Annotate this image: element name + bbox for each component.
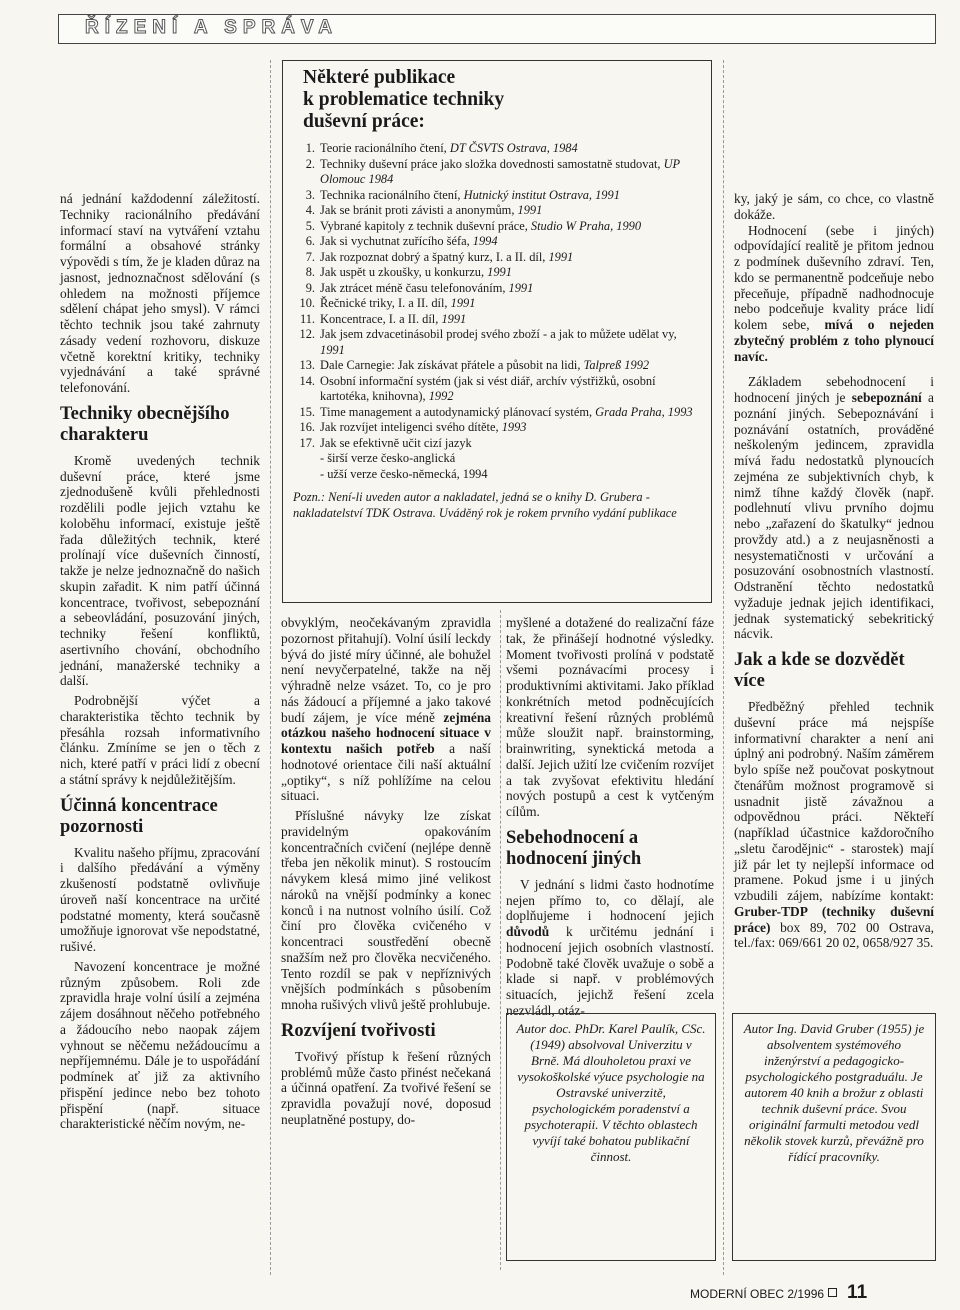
publication-source: 1993 — [501, 420, 527, 434]
publication-text — [320, 234, 701, 250]
bold-run: sebepoznání — [851, 390, 922, 405]
page-footer — [690, 1282, 867, 1304]
text-run: Hodnocení (sebe i jiných) odpovídající realitě je přitom jednou z podmínek duševního zdraví. Ten, kdo se permanentně podceňuje nebo přeceňuje, případně nadhodnocuje nebo podceňuje kvality práce lidí kolem sebe, — [734, 222, 934, 332]
page-number: 11 — [847, 1282, 868, 1303]
publication-title: Jak jsem zdvacetinásobil prodej svého zboží - a jak to můžete udělat vy, — [320, 327, 677, 341]
paragraph: myšlené a dotažené do realizační fáze tak, že přinášejí hodnotné výsledky. Moment tvořivosti prolíná v podstatě všemi poznávacími procesy i produktivními aktivitami. Jako příklad konkrétních metod podněcujících kreativní řešení různých problémů může sloužit např. brainstorming, brainwriting, synektická metoda a další. Jejich užití lze cvičením rozvíjet a tak zvyšovat efektivitu hledání nových postupů a cest k vytčeným cílům. — [506, 615, 714, 819]
publication-text — [320, 188, 701, 204]
author-bio-box: Autor Ing. David Gruber (1955) je absolventem systémového inženýrství a pedagogicko-psychologického postgraduálu. Je autorem 40 knih a brožur z oblasti technik duševní práce. Svou originální farmulti metodou vedl několik stovek kurzů, převážně pro řídící pracovníky. — [732, 1013, 936, 1261]
publication-title: Koncentrace, I. a II. díl, — [320, 311, 442, 326]
paragraph: Podrobnější výčet a charakteristika těchto technik by přesáhla rozsah informativního článku. Zmíníme se jen o těch z nich, které patří v práci lidí z obecní a státní správy k nejdůležitějším. — [60, 693, 260, 787]
publication-number: 8. — [305, 265, 315, 279]
publication-text — [320, 141, 701, 157]
publication-number: 13. — [299, 358, 315, 372]
publication-source: 1991 — [320, 342, 345, 357]
author-bio-box: Autor doc. PhDr. Karel Paulík, CSc. (1949) absolvoval Univerzitu v Brně. Má dlouholetou praxi ve vysokoškolské výuce psychologie na Ostravské univerzitě, psychologickém poradenství a psychoterapii. V těchto oblastech vyvíjí také bohatou publikační činnost. — [506, 1013, 716, 1261]
publication-number: 11. — [299, 311, 315, 326]
publication-item — [293, 219, 701, 235]
publication-source: DT ČSVTS Ostrava, 1984 — [449, 141, 578, 155]
sub-item: - užší verze česko-německá, 1994 — [320, 466, 488, 481]
paragraph: Tvořivý přístup k řešení různých problémů může často přinést nečekaná a účinná opatření. Za tvořivé řešení se zpravidla považují nové, doposud neuplatněné postupy, do- — [281, 1048, 491, 1127]
publication-title: Jak ztrácet méně času telefonováním, — [320, 280, 509, 295]
publication-source: 1991 — [508, 280, 534, 295]
publication-text — [320, 420, 701, 436]
paragraph: ky, jaký je sám, co chce, co vlastně dokáže. — [734, 191, 934, 222]
publication-item — [293, 188, 701, 204]
publication-number: 15. — [299, 404, 315, 419]
box-title-line: Některé publikace — [303, 67, 456, 88]
paragraph: Kromě uvedených technik duševní práce, které jsme zjednodušeně kvůli přehlednosti rozdělili podle jejich vztahu ke koloběhu informací, existuje ještě řada důležitých technik, které prolínají více duševních činností, takže je nelze jednoznačně do našich skupin zařadit. K nim patří účinná koncentrace, tvořivost, sebepoznání a sebeovládání, posuzování jiných, techniky řešení konfliktů, asertivního chování, obchodního jednání, manažerské techniky a další. — [60, 452, 260, 689]
publication-item — [293, 265, 701, 281]
publication-number: 4. — [305, 203, 315, 217]
paragraph: Navození koncentrace je možné různým způsobem. Roli zde zpravidla hraje volní úsilí a zejména zájem dosáhnout něčeho potřebného a žádoucího nebo naopak zájem vyhnout se něčemu nežádoucímu a nepříjemnému. Dále je to uspořádání podmínek ať již za aktivního přispění jedince nebo bez tohoto přispění (např. situace charakteristické něčím novým, ne- — [60, 958, 260, 1132]
publication-number: 1. — [305, 141, 315, 155]
section-title: ŘÍZENÍ A SPRÁVA — [85, 17, 338, 38]
publication-number: 16. — [299, 420, 315, 434]
publication-source: 1991 — [548, 249, 574, 264]
text-run: a poznání jiných. Sebepoznávání i poznávání ostatních, prováděné neškoleným jedincem, zpravidla mívá řadu nedostatků plynoucích zejména ze subjektivních chyb, k nimž tíhne každý člověk (např. podlehnutí vlivu prvního dojmu nebo „zařazení do škatulky“ jednou provždy atd.) a z neujasněnosti a nesystematičnosti v určování a posuzování osobnostních vlastností. Odstranění těchto nedostatků vyžaduje jednak jejich identifikaci, jednak systematický sebekritický nácvik. — [734, 390, 934, 642]
publication-title: Osobní informační systém (jak si vést diář, archív výstřižků, osobní kartotéka, knihovna), — [320, 373, 656, 403]
publication-item — [293, 250, 701, 266]
box-title-line: duševní práce: — [303, 111, 425, 132]
publication-title: Jak rozpoznat dobrý a špatný kurz, I. a II. díl, — [320, 249, 549, 264]
publication-item — [293, 327, 701, 358]
square-icon — [828, 1288, 837, 1297]
paragraph — [506, 877, 714, 1019]
paragraph — [734, 223, 934, 365]
publication-text — [320, 405, 701, 421]
publication-title: Jak se efektivně učit cizí jazyk — [320, 435, 472, 450]
publication-source: 1991 — [441, 311, 467, 326]
column-2 — [281, 615, 491, 1128]
text-run: obvyklým, neočekávaným zpravidla pozornost přitahují). Volní úsilí leckdy bývá do jisté míry účinné, ale bohužel není nevyčerpatelné, takže na něj výhradně nelze vsázet. To, co je pro nás žádoucí a příjemné a jako takové budí zájem, je více méně — [281, 615, 491, 725]
publication-source: 1994 — [472, 234, 498, 248]
publication-item — [293, 405, 701, 421]
publication-number: 10. — [299, 296, 315, 310]
text-run: V jednání s lidmi často hodnotíme nejen přímo to, co dělají, ale doplňujeme i hodnocení jejich — [506, 876, 714, 924]
heading: Rozvíjení tvořivosti — [281, 1020, 436, 1041]
publication-text — [320, 281, 701, 297]
text-run: box 89, 702 00 Ostrava, tel./fax: 069/661 20 02, 0658/927 35. — [734, 919, 934, 951]
publication-source: 1991 — [450, 296, 476, 310]
text-run: k určitému jednání i hodnocení jejich osobních vlastností. Podobně také člověk uvažuje o sobě a klade si např. v problémových situacích, jejichž řešení zcela nezvládl, otáz- — [506, 924, 714, 1018]
publication-title: Jak rozvíjet inteligenci svého dítěte, — [320, 420, 502, 434]
column-4 — [734, 191, 934, 951]
publication-number: 7. — [305, 249, 315, 264]
publication-source: UP Olomouc 1984 — [320, 156, 680, 186]
paragraph — [281, 615, 491, 804]
publication-title: Time management a autodynamický plánovací systém, — [320, 404, 596, 419]
column-rule — [270, 60, 271, 1275]
heading: Účinná koncentrace pozornosti — [60, 795, 218, 837]
box-title — [303, 67, 701, 133]
publication-item — [293, 436, 701, 452]
publication-item — [293, 358, 701, 374]
bold-run: zejména otázkou našeho hodnocení situace v kontextu našich potřeb — [281, 709, 491, 756]
text-run: Předběžný přehled technik duševní práce má nejspíše informativní charakter a není ani úplný ani podrobný. Naším záměrem bylo spíše než poučovat poskytnout čtenářům možnost programově si usnadnit jistě závažnou a odpovědnou práci. Někteří (například účastnice každoročního „sletu čarodějnic“ - starostek) mají již pár let ty nejlepší informace od pramene. Pokud jsme i u jiných vzbudili zájem, nabízíme kontakt: — [734, 699, 934, 903]
publication-item — [293, 203, 701, 219]
publication-text — [320, 436, 701, 452]
publication-title: Teorie racionálního čtení, — [320, 141, 450, 155]
heading: Sebehodnocení a hodnocení jiných — [506, 827, 642, 869]
publication-number: 6. — [305, 234, 315, 248]
paragraph — [734, 699, 934, 951]
bold-run: důvodů — [506, 924, 550, 939]
publication-text — [320, 358, 701, 374]
text-run: Základem sebehodnocení i hodnocení jiných je — [734, 374, 934, 405]
publication-list — [293, 141, 701, 451]
publication-title: Jak se bránit proti závisti a anonymům, — [320, 203, 518, 217]
section-header — [58, 14, 936, 44]
publication-title: Vybrané kapitoly z technik duševní práce, — [320, 218, 531, 233]
publication-title: Jak si vychutnat zuřícího šéfa, — [320, 234, 473, 248]
publication-title: Jak uspět u zkoušky, u konkurzu, — [320, 265, 488, 279]
publication-item — [293, 374, 701, 405]
publication-title: Technika racionálního čtení, — [320, 187, 464, 202]
publication-item — [293, 296, 701, 312]
publication-item — [293, 157, 701, 188]
paragraph — [734, 374, 934, 642]
paragraph: ná jednání každodenní záležitostí. Techniky racionálního předávání informací staví na vytváření vztahu formální a obsahové stránky výpovědi s tím, že je kladen důraz na jasnost, jednoznačnost sdělování (s ohledem na možnosti příjemce sdělení chápat jeho smysl). V rámci těchto technik jsou také zahrnuty zásady vedení rozhovoru, diskuze včetně korektní kritiky, techniky vyjednávání a také správné telefonování. — [60, 191, 260, 395]
column-1 — [60, 191, 260, 1132]
paragraph: Kvalitu našeho příjmu, zpracování i dalšího předávání a výměny zkušeností podstatně ovlivňuje úroveň naší koncentrace na určité podstatné momenty, která současně umožňuje ignorovat vše nepodstatné, rušivé. — [60, 844, 260, 954]
publication-source: Hutnický institut Ostrava, 1991 — [463, 187, 620, 202]
publication-title: Techniky duševní práce jako složka dovednosti samostatně studovat, — [320, 156, 664, 171]
publication-number: 3. — [305, 187, 315, 202]
publication-item — [293, 141, 701, 157]
publication-number: 12. — [299, 327, 315, 341]
publication-item — [293, 312, 701, 328]
publications-box — [282, 60, 712, 603]
bold-run: Gruber-TDP (techniky duševní práce) — [734, 903, 934, 935]
magazine-name: MODERNÍ OBEC 2/1996 — [690, 1287, 825, 1301]
publication-number: 9. — [305, 280, 315, 295]
publication-text — [320, 296, 701, 312]
publication-text — [320, 312, 701, 328]
publication-text — [320, 265, 701, 281]
heading: Jak a kde se dozvědět více — [734, 650, 905, 691]
publication-title: Řečnické triky, I. a II. díl, — [320, 296, 451, 310]
column-rule — [500, 610, 501, 1270]
publication-source: 1992 — [428, 389, 454, 403]
column-rule — [723, 60, 724, 1275]
sub-item: - širší verze česko-anglická — [320, 451, 456, 465]
publication-text — [320, 250, 701, 266]
publication-number: 5. — [305, 218, 315, 233]
publication-text — [320, 219, 701, 235]
box-title-line: k problematice techniky — [303, 89, 505, 110]
publication-title: Dale Carnegie: Jak získávat přátele a působit na lidi, — [320, 358, 584, 372]
publication-number: 2. — [305, 156, 315, 171]
publication-source: 1991 — [517, 203, 543, 217]
publication-source: Grada Praha, 1993 — [595, 404, 693, 419]
publication-text — [320, 327, 701, 358]
publication-source: Talpreß 1992 — [583, 358, 650, 372]
heading: Techniky obecnějšího charakteru — [60, 403, 230, 445]
paragraph: Příslušné návyky lze získat pravidelným opakováním koncentračních cvičení (nejlépe denně třeba jen několik minut). S rostoucím návykem klesá mimo jiné velikost nároků na vnější podmínky a konec konců i na nutnost volního úsilí. Což činí pro člověka cvičeného v koncentraci soustředění obecně snažším než pro člověka necvičeného. Tento rozdíl se pak v nepříznivých vnějších podmínkách s působením mnoha rušivých vlivů ještě prohlubuje. — [281, 808, 491, 1012]
bold-run: mívá o nejeden zbytečný problém z toho plynoucí navíc. — [734, 317, 934, 364]
publication-item — [293, 281, 701, 297]
box-note: Pozn.: Není-li uveden autor a nakladatel, jedná se o knihy D. Grubera - nakladatelství TDK Ostrava. Uváděný rok je rokem prvního vydání publikace — [293, 490, 677, 520]
publication-text — [320, 157, 701, 188]
publication-text — [320, 203, 701, 219]
publication-source: 1991 — [487, 265, 512, 279]
publication-number: 17. — [299, 435, 315, 450]
text-run: a naší hodnotové orientace čili naší aktuální „optiky“, s níž pohlížíme na celou situaci. — [281, 741, 491, 804]
publication-source: Studio W Praha, 1990 — [530, 218, 642, 233]
publication-number: 14. — [299, 373, 315, 388]
publication-text — [320, 374, 701, 405]
column-3 — [506, 615, 714, 1019]
publication-item — [293, 420, 701, 436]
publication-item — [293, 234, 701, 250]
